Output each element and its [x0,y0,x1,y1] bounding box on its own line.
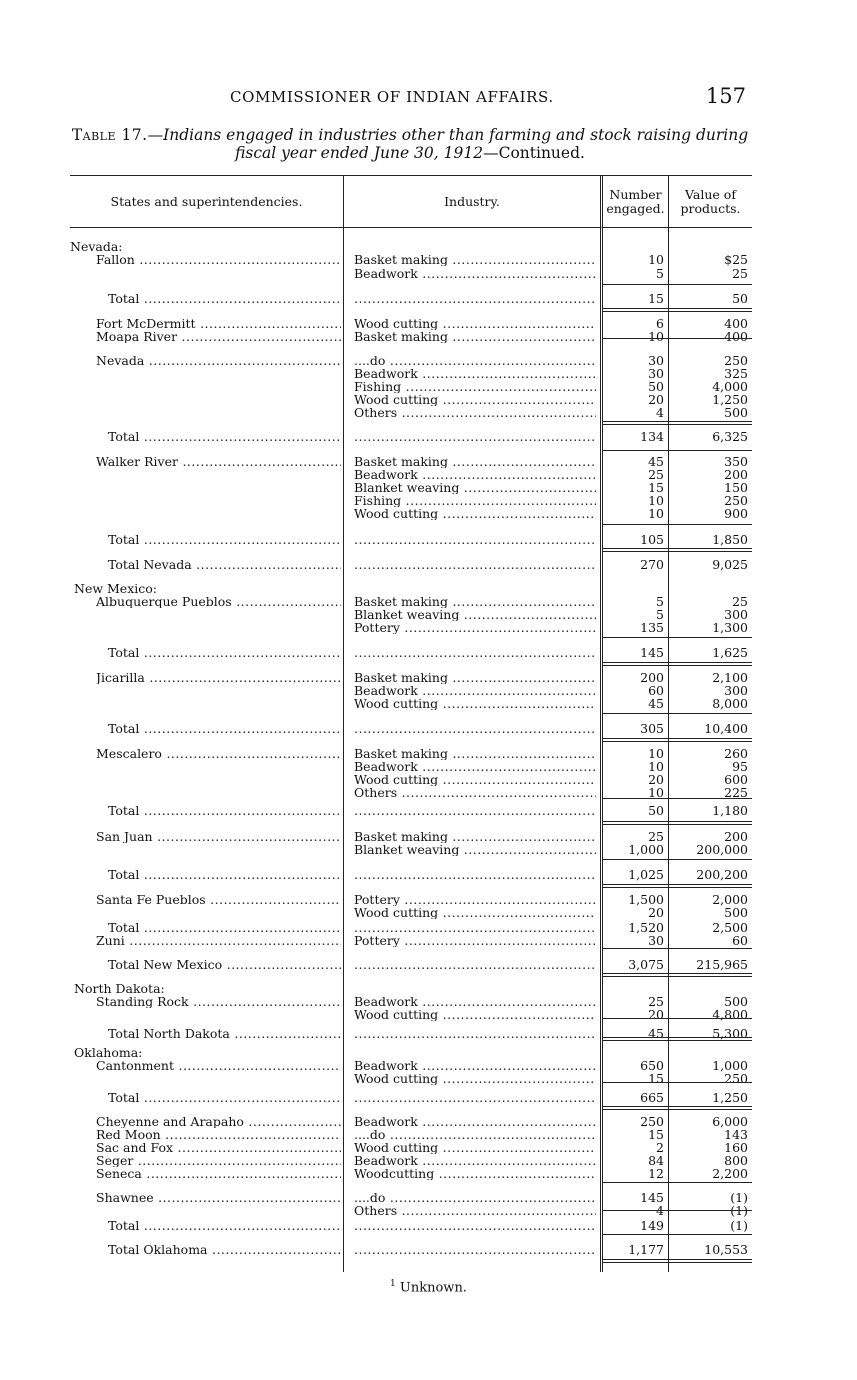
subtotal-rule [603,738,668,742]
number-cell: 25 [648,830,664,843]
subtotal-rule [669,1037,752,1041]
number-cell: 20 [648,1008,664,1021]
subtotal-rule [603,284,668,285]
state-cell: Sac and Fox ..... [96,1141,341,1154]
industry-cell: Basket making ..... [354,747,596,760]
table-caption [70,126,750,162]
number-cell: 30 [648,934,664,947]
value-cell: 225 [724,786,748,799]
number-cell: 1,025 [628,868,664,881]
number-cell: 30 [648,367,664,380]
value-cell: 150 [724,481,748,494]
subtotal-rule [669,308,752,312]
state-cell: Cantonment ..... [96,1059,341,1072]
industry-cell: Pottery ..... [354,934,596,947]
states-column [70,228,343,1272]
value-cell: 200 [724,830,748,843]
subtotal-rule [669,948,752,949]
subtotal-rule [669,524,752,525]
subtotal-rule [669,1082,752,1083]
subtotal-rule [669,1210,752,1211]
subtotal-rule [669,713,752,714]
state-cell: Red Moon ..... [96,1128,341,1141]
number-cell: 3,075 [628,958,664,971]
number-cell: 84 [648,1154,664,1167]
industry-leader [354,958,596,971]
value-cell: 600 [724,773,748,786]
value-cell: 800 [724,1154,748,1167]
industry-cell: Beadwork ..... [354,760,596,773]
state-cell: Seger ..... [96,1154,341,1167]
value-cell: 143 [724,1128,748,1141]
state-cell: Total ..... [108,646,341,659]
value-cell: 2,000 [712,893,748,906]
state-cell: Oklahoma: [74,1046,143,1059]
subtotal-rule [669,973,752,977]
caption-dash: — [147,126,164,144]
state-cell: Zuni ..... [96,934,341,947]
value-cell: 500 [724,906,748,919]
number-cell: 134 [640,430,664,443]
subtotal-rule [603,637,668,638]
industry-cell: Basket making ..... [354,253,596,266]
industry-cell: Beadwork ..... [354,684,596,697]
number-cell: 10 [648,330,664,343]
subtotal-rule [603,859,668,860]
number-cell: 20 [648,906,664,919]
industry-cell: ....do ..... [354,354,596,367]
subtotal-rule [669,1259,752,1263]
value-cell: 215,965 [696,958,748,971]
number-cell: 145 [640,1191,664,1204]
subtotal-rule [603,1182,668,1183]
number-cell: 5 [656,608,664,621]
number-cell: 50 [648,380,664,393]
number-cell: 45 [648,697,664,710]
value-cell: 300 [724,608,748,621]
state-cell: Total ..... [108,722,341,735]
value-cell: 325 [724,367,748,380]
industry-leader [354,722,596,735]
number-cell: 1,000 [628,843,664,856]
subtotal-rule [603,1259,668,1263]
footnote [0,1279,857,1295]
header-value-of-products: Value of products. [668,176,752,228]
number-cell: 60 [648,684,664,697]
industry-leader [354,1027,596,1040]
value-cell: 95 [732,760,748,773]
state-cell: Total ..... [108,804,341,817]
value-cell: 50 [732,292,748,305]
footnote-marker: 1 [390,1279,396,1289]
number-cell: 20 [648,773,664,786]
state-cell: Total ..... [108,1219,341,1232]
state-cell: Nevada ..... [96,354,341,367]
state-cell: Fallon ..... [96,253,341,266]
number-cell: 250 [640,1115,664,1128]
state-cell: Fort McDermitt ..... [96,317,341,330]
value-cell: 400 [724,317,748,330]
subtotal-rule [603,548,668,552]
subtotal-rule [603,338,668,339]
subtotal-rule [669,338,752,339]
industry-leader [354,558,596,571]
state-cell: Walker River ..... [96,455,341,468]
value-cell: 60 [732,934,748,947]
subtotal-rule [603,948,668,949]
value-column [668,228,752,1272]
value-cell: 250 [724,354,748,367]
state-cell: San Juan ..... [96,830,341,843]
state-cell: Total ..... [108,1091,341,1104]
number-cell: 149 [640,1219,664,1232]
industry-cell: Beadwork ..... [354,1154,596,1167]
subtotal-rule [603,713,668,714]
number-cell: 650 [640,1059,664,1072]
value-cell: 25 [732,267,748,280]
number-cell: 200 [640,671,664,684]
state-cell: Seneca ..... [96,1167,341,1180]
industry-cell: Pottery ..... [354,621,596,634]
subtotal-rule [669,1018,752,1019]
industry-cell: ....do ..... [354,1191,596,1204]
industry-cell: Wood cutting ..... [354,773,596,786]
subtotal-rule [669,548,752,552]
industry-cell: Others ..... [354,786,596,799]
number-cell: 135 [640,621,664,634]
number-cell: 25 [648,468,664,481]
industry-leader [354,1091,596,1104]
value-cell: 4,000 [712,380,748,393]
industry-cell: Wood cutting ..... [354,507,596,520]
value-cell: 260 [724,747,748,760]
subtotal-rule [669,284,752,285]
number-cell: 105 [640,533,664,546]
value-cell: 300 [724,684,748,697]
subtotal-rule [669,637,752,638]
industry-cell: Basket making ..... [354,830,596,843]
value-cell: 2,500 [712,921,748,934]
state-cell: North Dakota: [74,982,165,995]
value-cell: (1) [730,1219,748,1232]
state-cell: New Mexico: [74,582,157,595]
industry-leader [354,804,596,817]
industry-cell: Beadwork ..... [354,995,596,1008]
number-cell: 4 [656,406,664,419]
caption-continued: —Continued. [483,144,585,162]
number-cell: 5 [656,595,664,608]
value-cell: 1,625 [712,646,748,659]
industry-leader [354,1243,596,1256]
subtotal-rule [603,884,668,888]
industry-cell: Wood cutting ..... [354,697,596,710]
number-cell: 6 [656,317,664,330]
value-cell: 500 [724,995,748,1008]
subtotal-rule [603,450,668,451]
number-cell: 10 [648,507,664,520]
industry-cell: Blanket weaving ..... [354,608,596,621]
state-cell: Shawnee ..... [96,1191,341,1204]
industry-cell: Fishing ..... [354,380,596,393]
subtotal-rule [669,821,752,825]
state-cell: Total Oklahoma ..... [108,1243,341,1256]
state-cell: Albuquerque Pueblos ..... [96,595,341,608]
number-cell: 145 [640,646,664,659]
number-cell: 270 [640,558,664,571]
state-cell: Nevada: [70,240,123,253]
header-industry: Industry. [343,176,600,228]
industry-leader [354,646,596,659]
industry-cell: ....do ..... [354,1128,596,1141]
subtotal-rule [603,1106,668,1110]
state-cell: Total North Dakota ..... [108,1027,341,1040]
state-cell: Total ..... [108,292,341,305]
industry-leader [354,430,596,443]
state-cell: Cheyenne and Arapaho ..... [96,1115,341,1128]
running-head: COMMISSIONER OF INDIAN AFFAIRS. [230,88,554,106]
number-cell: 665 [640,1091,664,1104]
industry-cell: Beadwork ..... [354,468,596,481]
industry-leader [354,292,596,305]
industry-cell: Wood cutting ..... [354,1008,596,1021]
industry-cell: Basket making ..... [354,330,596,343]
subtotal-rule [603,1037,668,1041]
industry-leader [354,868,596,881]
number-cell: 10 [648,786,664,799]
industry-cell: Beadwork ..... [354,367,596,380]
subtotal-rule [603,524,668,525]
number-cell: 15 [648,1072,664,1085]
value-cell: 1,850 [712,533,748,546]
state-cell: Santa Fe Pueblos ..... [96,893,341,906]
value-cell: 250 [724,494,748,507]
subtotal-rule [603,973,668,977]
state-cell: Mescalero ..... [96,747,341,760]
industry-column [343,228,600,1272]
number-cell: 12 [648,1167,664,1180]
subtotal-rule [603,662,668,666]
subtotal-rule [603,1210,668,1211]
number-cell: 20 [648,393,664,406]
subtotal-rule [669,1182,752,1183]
industry-cell: Wood cutting ..... [354,906,596,919]
header-states: States and superintendencies. [70,176,343,228]
value-cell: 900 [724,507,748,520]
number-cell: 25 [648,995,664,1008]
number-cell: 45 [648,455,664,468]
industry-cell: Wood cutting ..... [354,1072,596,1085]
value-cell: 1,250 [712,393,748,406]
state-cell: Standing Rock ..... [96,995,341,1008]
industry-cell: Beadwork ..... [354,267,596,280]
value-cell: 5,300 [712,1027,748,1040]
value-cell: 200,000 [696,843,748,856]
value-cell: 8,000 [712,697,748,710]
value-cell: 6,325 [712,430,748,443]
industry-cell: Blanket weaving ..... [354,843,596,856]
industry-cell: Woodcutting ..... [354,1167,596,1180]
industries-table [70,176,752,1272]
state-cell: Jicarilla ..... [96,671,341,684]
industry-leader [354,533,596,546]
value-cell: 350 [724,455,748,468]
value-cell: (1) [730,1204,748,1217]
subtotal-rule [669,859,752,860]
value-cell: 1,000 [712,1059,748,1072]
number-cell: 10 [648,253,664,266]
number-cell: 10 [648,747,664,760]
value-cell: 6,000 [712,1115,748,1128]
subtotal-rule [669,798,752,799]
number-cell: 15 [648,292,664,305]
subtotal-rule [603,421,668,425]
value-cell: 2,100 [712,671,748,684]
number-cell: 45 [648,1027,664,1040]
number-column [600,228,668,1272]
subtotal-rule [603,1018,668,1019]
value-cell: 400 [724,330,748,343]
industry-cell: Wood cutting ..... [354,393,596,406]
industry-cell: Beadwork ..... [354,1059,596,1072]
footnote-text: Unknown. [399,1280,467,1296]
subtotal-rule [603,1082,668,1083]
industry-cell: Pottery ..... [354,893,596,906]
value-cell: 10,553 [704,1243,748,1256]
number-cell: 1,520 [628,921,664,934]
subtotal-rule [603,798,668,799]
value-cell: 1,300 [712,621,748,634]
industry-leader [354,1219,596,1232]
number-cell: 1,500 [628,893,664,906]
state-cell: Total ..... [108,533,341,546]
state-cell: Total Nevada ..... [108,558,341,571]
table-label: Table 17. [71,126,148,144]
subtotal-rule [669,1234,752,1235]
number-cell: 1,177 [628,1243,664,1256]
industry-cell: Blanket weaving ..... [354,481,596,494]
page-number: 157 [705,84,746,108]
subtotal-rule [603,1234,668,1235]
state-cell: Total New Mexico ..... [108,958,341,971]
page-header [230,84,750,112]
subtotal-rule [603,308,668,312]
value-cell: 200,200 [696,868,748,881]
subtotal-rule [669,662,752,666]
industry-cell: Basket making ..... [354,671,596,684]
industry-cell: Basket making ..... [354,595,596,608]
value-cell: 1,180 [712,804,748,817]
industry-cell: Beadwork ..... [354,1115,596,1128]
number-cell: 30 [648,354,664,367]
subtotal-rule [603,821,668,825]
industry-cell: Others ..... [354,406,596,419]
subtotal-rule [669,738,752,742]
value-cell: 1,250 [712,1091,748,1104]
industry-leader [354,921,596,934]
subtotal-rule [669,421,752,425]
number-cell: 50 [648,804,664,817]
subtotal-rule [669,450,752,451]
header-number-engaged: Number engaged. [600,176,668,228]
subtotal-rule [669,884,752,888]
number-cell: 2 [656,1141,664,1154]
number-cell: 305 [640,722,664,735]
value-cell: 25 [732,595,748,608]
industry-cell: Others ..... [354,1204,596,1217]
value-cell: 2,200 [712,1167,748,1180]
value-cell: 4,800 [712,1008,748,1021]
value-cell: $25 [724,253,748,266]
state-cell: Total ..... [108,430,341,443]
number-cell: 10 [648,494,664,507]
value-cell: 10,400 [704,722,748,735]
state-cell: Total ..... [108,868,341,881]
number-cell: 15 [648,481,664,494]
subtotal-rule [669,1106,752,1110]
value-cell: 250 [724,1072,748,1085]
number-cell: 4 [656,1204,664,1217]
number-cell: 15 [648,1128,664,1141]
value-cell: 160 [724,1141,748,1154]
value-cell: 200 [724,468,748,481]
state-cell: Total ..... [108,921,341,934]
industry-cell: Basket making ..... [354,455,596,468]
industry-cell: Wood cutting ..... [354,317,596,330]
number-cell: 5 [656,267,664,280]
state-cell: Moapa River ..... [96,330,341,343]
value-cell: (1) [730,1191,748,1204]
caption-title: Indians engaged in industries other than farming and stock raising during fiscal year ended June 30, 1912 [163,126,749,162]
industry-cell: Wood cutting ..... [354,1141,596,1154]
number-cell: 10 [648,760,664,773]
value-cell: 9,025 [712,558,748,571]
value-cell: 500 [724,406,748,419]
industry-cell: Fishing ..... [354,494,596,507]
